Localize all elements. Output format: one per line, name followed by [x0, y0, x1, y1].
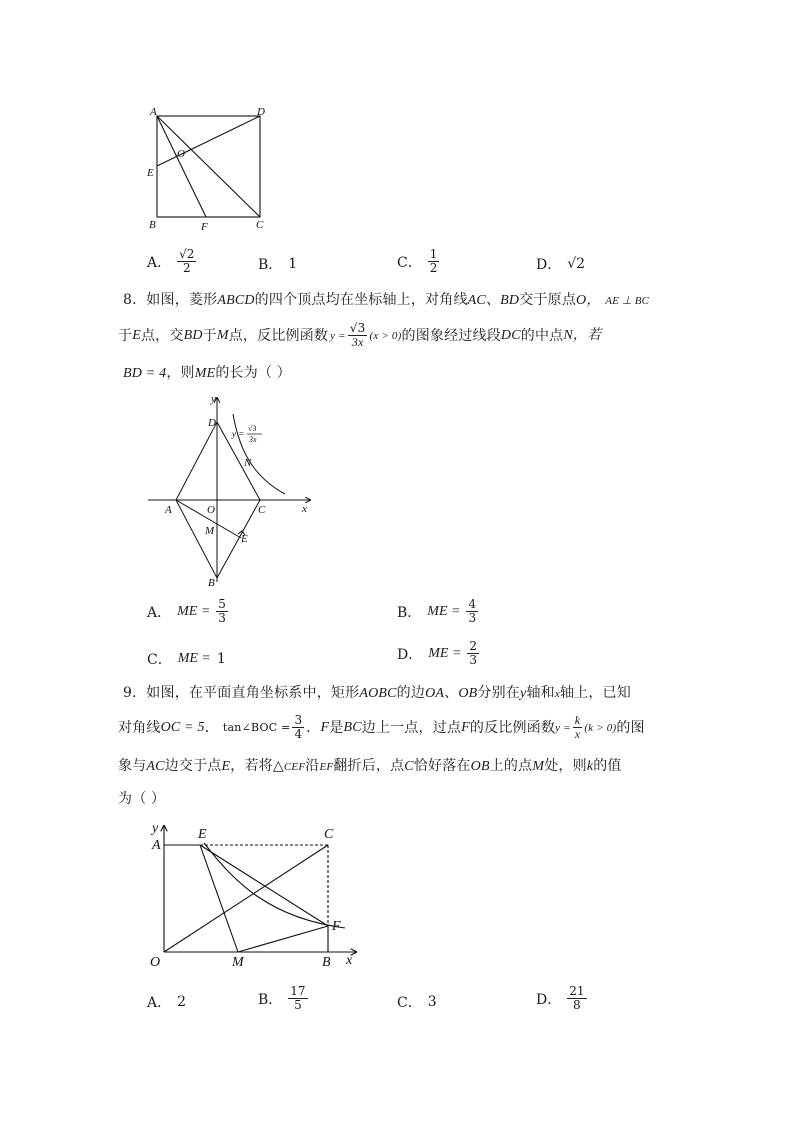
q7-label-f: F: [201, 221, 208, 233]
denominator: 3x: [351, 335, 364, 349]
option-label: B．: [397, 604, 422, 621]
text: 于: [118, 327, 133, 344]
q8-label-e: E: [241, 533, 248, 545]
option-value: 3: [427, 994, 437, 1010]
denominator: 3: [468, 611, 477, 625]
math: CEF: [283, 761, 306, 773]
numerator: 17: [290, 984, 306, 998]
text: 、: [444, 685, 459, 701]
denominator: 2: [182, 261, 191, 275]
option-label: A．: [147, 604, 172, 621]
q7-segment-de: [157, 116, 260, 166]
q7-label-c: C: [256, 219, 264, 231]
math: AOBC: [359, 686, 397, 701]
math: F: [320, 719, 330, 735]
math: BD = 4: [123, 366, 167, 381]
text: 9．如图，在平面直角坐标系中，矩形: [123, 685, 360, 701]
q7-option-a[interactable]: [147, 248, 196, 275]
denominator: 4: [294, 727, 303, 741]
q8-option-c[interactable]: [147, 649, 226, 669]
option-label: A．: [147, 995, 172, 1011]
q8-label-x: x: [302, 503, 307, 515]
q9-line-4: [118, 788, 678, 810]
option-label: B．: [258, 991, 283, 1008]
math: N，若: [563, 327, 602, 343]
text: 交于原点: [519, 292, 577, 308]
q8-label-a: A: [165, 504, 172, 516]
q7-option-d[interactable]: [536, 254, 585, 274]
fraction: [177, 248, 196, 275]
q8-label-o: O: [207, 504, 215, 516]
q9-label-m: M: [232, 955, 244, 970]
math: F: [461, 719, 470, 735]
math: BC: [343, 719, 362, 735]
text: 8．如图，菱形: [123, 292, 218, 308]
math: OA: [425, 686, 445, 701]
math: BD: [183, 327, 203, 343]
denominator: x: [574, 727, 581, 741]
q9-option-a[interactable]: [147, 992, 186, 1012]
q8-line-3: [123, 362, 683, 385]
option-label: A．: [147, 254, 172, 271]
q9-label-o: O: [150, 955, 161, 970]
text: ，若将△: [230, 758, 284, 774]
q9-figure: [140, 818, 370, 973]
q8-label-m: M: [205, 525, 215, 537]
q8-line-1: [123, 289, 683, 312]
option-value: √2: [567, 256, 586, 272]
math: ME =: [177, 651, 211, 666]
option-label: B．: [258, 257, 283, 273]
math: O，: [576, 293, 601, 308]
numerator: 1: [429, 247, 438, 261]
math: M: [216, 327, 229, 343]
math: DC: [500, 327, 521, 343]
option-label: C．: [147, 652, 172, 668]
math: (k > 0): [584, 721, 617, 734]
q7-label-e: E: [147, 167, 154, 179]
text: 上的点: [489, 758, 533, 774]
q9-label-e: E: [198, 827, 207, 842]
q7-label-o: O: [177, 148, 185, 160]
option-label: D．: [536, 991, 562, 1008]
q8-func-num: √3: [248, 424, 257, 433]
numerator: 2: [469, 639, 478, 653]
math: x: [554, 688, 560, 700]
q9-segment-mf: [238, 926, 328, 952]
q7-segment-af: [157, 116, 206, 217]
q7-label-a: A: [150, 106, 157, 118]
denominator: 3: [218, 611, 226, 625]
text: 的图: [616, 719, 645, 736]
text: 处，则: [544, 758, 587, 774]
q8-hyperbola: [233, 414, 285, 494]
q8-stem: [123, 289, 683, 312]
math: ABCD: [217, 293, 255, 308]
q9-label-f: F: [332, 919, 341, 934]
numerator: 5: [218, 597, 226, 611]
numerator: 21: [569, 984, 585, 998]
math: EF: [319, 761, 334, 773]
q8-line-2: [118, 322, 678, 349]
math: y =: [555, 721, 571, 734]
math: E: [132, 327, 141, 343]
denominator: 5: [294, 998, 302, 1012]
option-label: D．: [397, 646, 423, 663]
q9-option-d[interactable]: [536, 985, 587, 1012]
q8-label-b: B: [208, 577, 215, 589]
fraction: [467, 640, 479, 667]
numerator: 4: [468, 597, 477, 611]
option-label: D．: [536, 257, 562, 273]
text: 轴和: [526, 685, 555, 701]
math: ME =: [177, 603, 211, 619]
fraction: [348, 322, 368, 349]
math: ME =: [427, 603, 461, 619]
text: 的四个顶点均在坐标轴上，对角线: [254, 292, 468, 308]
option-label: C．: [397, 995, 422, 1011]
q8-func-den: 3x: [249, 435, 257, 444]
q7-figure: [140, 100, 280, 235]
option-value: 1: [216, 651, 226, 667]
q9-line-1: [123, 682, 683, 705]
text: ．: [306, 719, 321, 736]
q9-line-2: [118, 714, 708, 741]
q9-diagonal-oc: [164, 845, 328, 952]
text: 翻折后，点: [333, 758, 405, 774]
text: 于: [202, 327, 217, 344]
text: 的值: [593, 758, 622, 774]
q9-line-3: [118, 755, 718, 778]
q8-option-b[interactable]: [397, 598, 478, 625]
numerator: √3: [349, 321, 366, 335]
fraction: [466, 598, 478, 625]
numerator: √2: [179, 247, 195, 261]
q8-label-n: N: [244, 457, 252, 469]
fraction: [567, 985, 586, 1012]
text: 点，反比例函数: [228, 327, 329, 344]
q9-label-c: C: [324, 827, 334, 842]
q7-option-c[interactable]: [397, 248, 439, 275]
denominator: 2: [429, 261, 438, 275]
q9-label-y: y: [152, 821, 159, 836]
text: 对角线: [118, 719, 161, 736]
math: M: [532, 759, 545, 774]
math: k: [586, 759, 594, 774]
math: E: [221, 759, 231, 774]
math: AE ⊥ BC: [605, 295, 650, 307]
text: 的长为（ ）: [215, 365, 291, 381]
text: 象与: [118, 758, 147, 774]
denominator: 3: [469, 653, 478, 667]
text: 为（ ）: [118, 791, 166, 807]
q8-figure: [140, 392, 320, 590]
denominator: 8: [573, 998, 581, 1012]
fraction: [292, 714, 304, 741]
q8-label-y: y: [211, 393, 216, 405]
text: 是: [329, 719, 344, 736]
math: OC = 5: [160, 719, 205, 735]
q9-option-b[interactable]: [258, 985, 308, 1012]
math: (x > 0): [369, 329, 402, 342]
q7-option-b[interactable]: [258, 254, 297, 274]
fraction: [216, 598, 228, 625]
math: OB: [458, 686, 478, 701]
q7-label-d: D: [257, 106, 265, 118]
text: 点，交: [140, 327, 184, 344]
q8-func-y: y =: [232, 429, 245, 439]
q7-diagonal-ac: [157, 116, 260, 217]
text: 恰好落在: [413, 758, 471, 774]
q8-label-c: C: [258, 504, 266, 516]
text: 边交于点: [164, 758, 222, 774]
numerator: k: [574, 713, 581, 727]
option-value: 1: [288, 256, 298, 272]
math: OB: [470, 759, 490, 774]
text: 的边: [396, 685, 426, 701]
option-value: 2: [177, 994, 187, 1010]
math: ME =: [428, 645, 462, 661]
math: C: [404, 759, 414, 774]
text: 的反比例函数: [469, 719, 556, 736]
text: 分别在: [477, 685, 521, 701]
text: 边上一点，过点: [361, 719, 462, 736]
math: tan∠BOC =: [222, 720, 291, 734]
text: 的图象经过线段: [401, 327, 501, 344]
fraction: [288, 985, 307, 1012]
q9-label-a: A: [152, 838, 161, 853]
q9-option-c[interactable]: [397, 992, 437, 1012]
q8-option-d[interactable]: [397, 640, 479, 667]
q9-label-b: B: [322, 955, 331, 970]
math: AC: [146, 759, 165, 774]
math: y =: [330, 329, 346, 342]
fraction: [573, 714, 583, 741]
fraction: [428, 248, 440, 275]
math: AC、BD: [467, 293, 520, 308]
text: ，则: [166, 365, 195, 381]
q9-label-x: x: [346, 953, 353, 968]
q8-label-d: D: [208, 417, 216, 429]
q8-option-a[interactable]: [147, 598, 228, 625]
text: 的中点: [520, 327, 564, 344]
q7-label-b: B: [149, 219, 156, 231]
text: 沿: [305, 758, 320, 774]
math: ME: [194, 366, 216, 381]
math: y: [520, 686, 527, 701]
text: ．: [204, 719, 219, 736]
option-label: C．: [397, 254, 422, 271]
text: 轴上，已知: [559, 685, 631, 701]
numerator: 3: [294, 713, 303, 727]
